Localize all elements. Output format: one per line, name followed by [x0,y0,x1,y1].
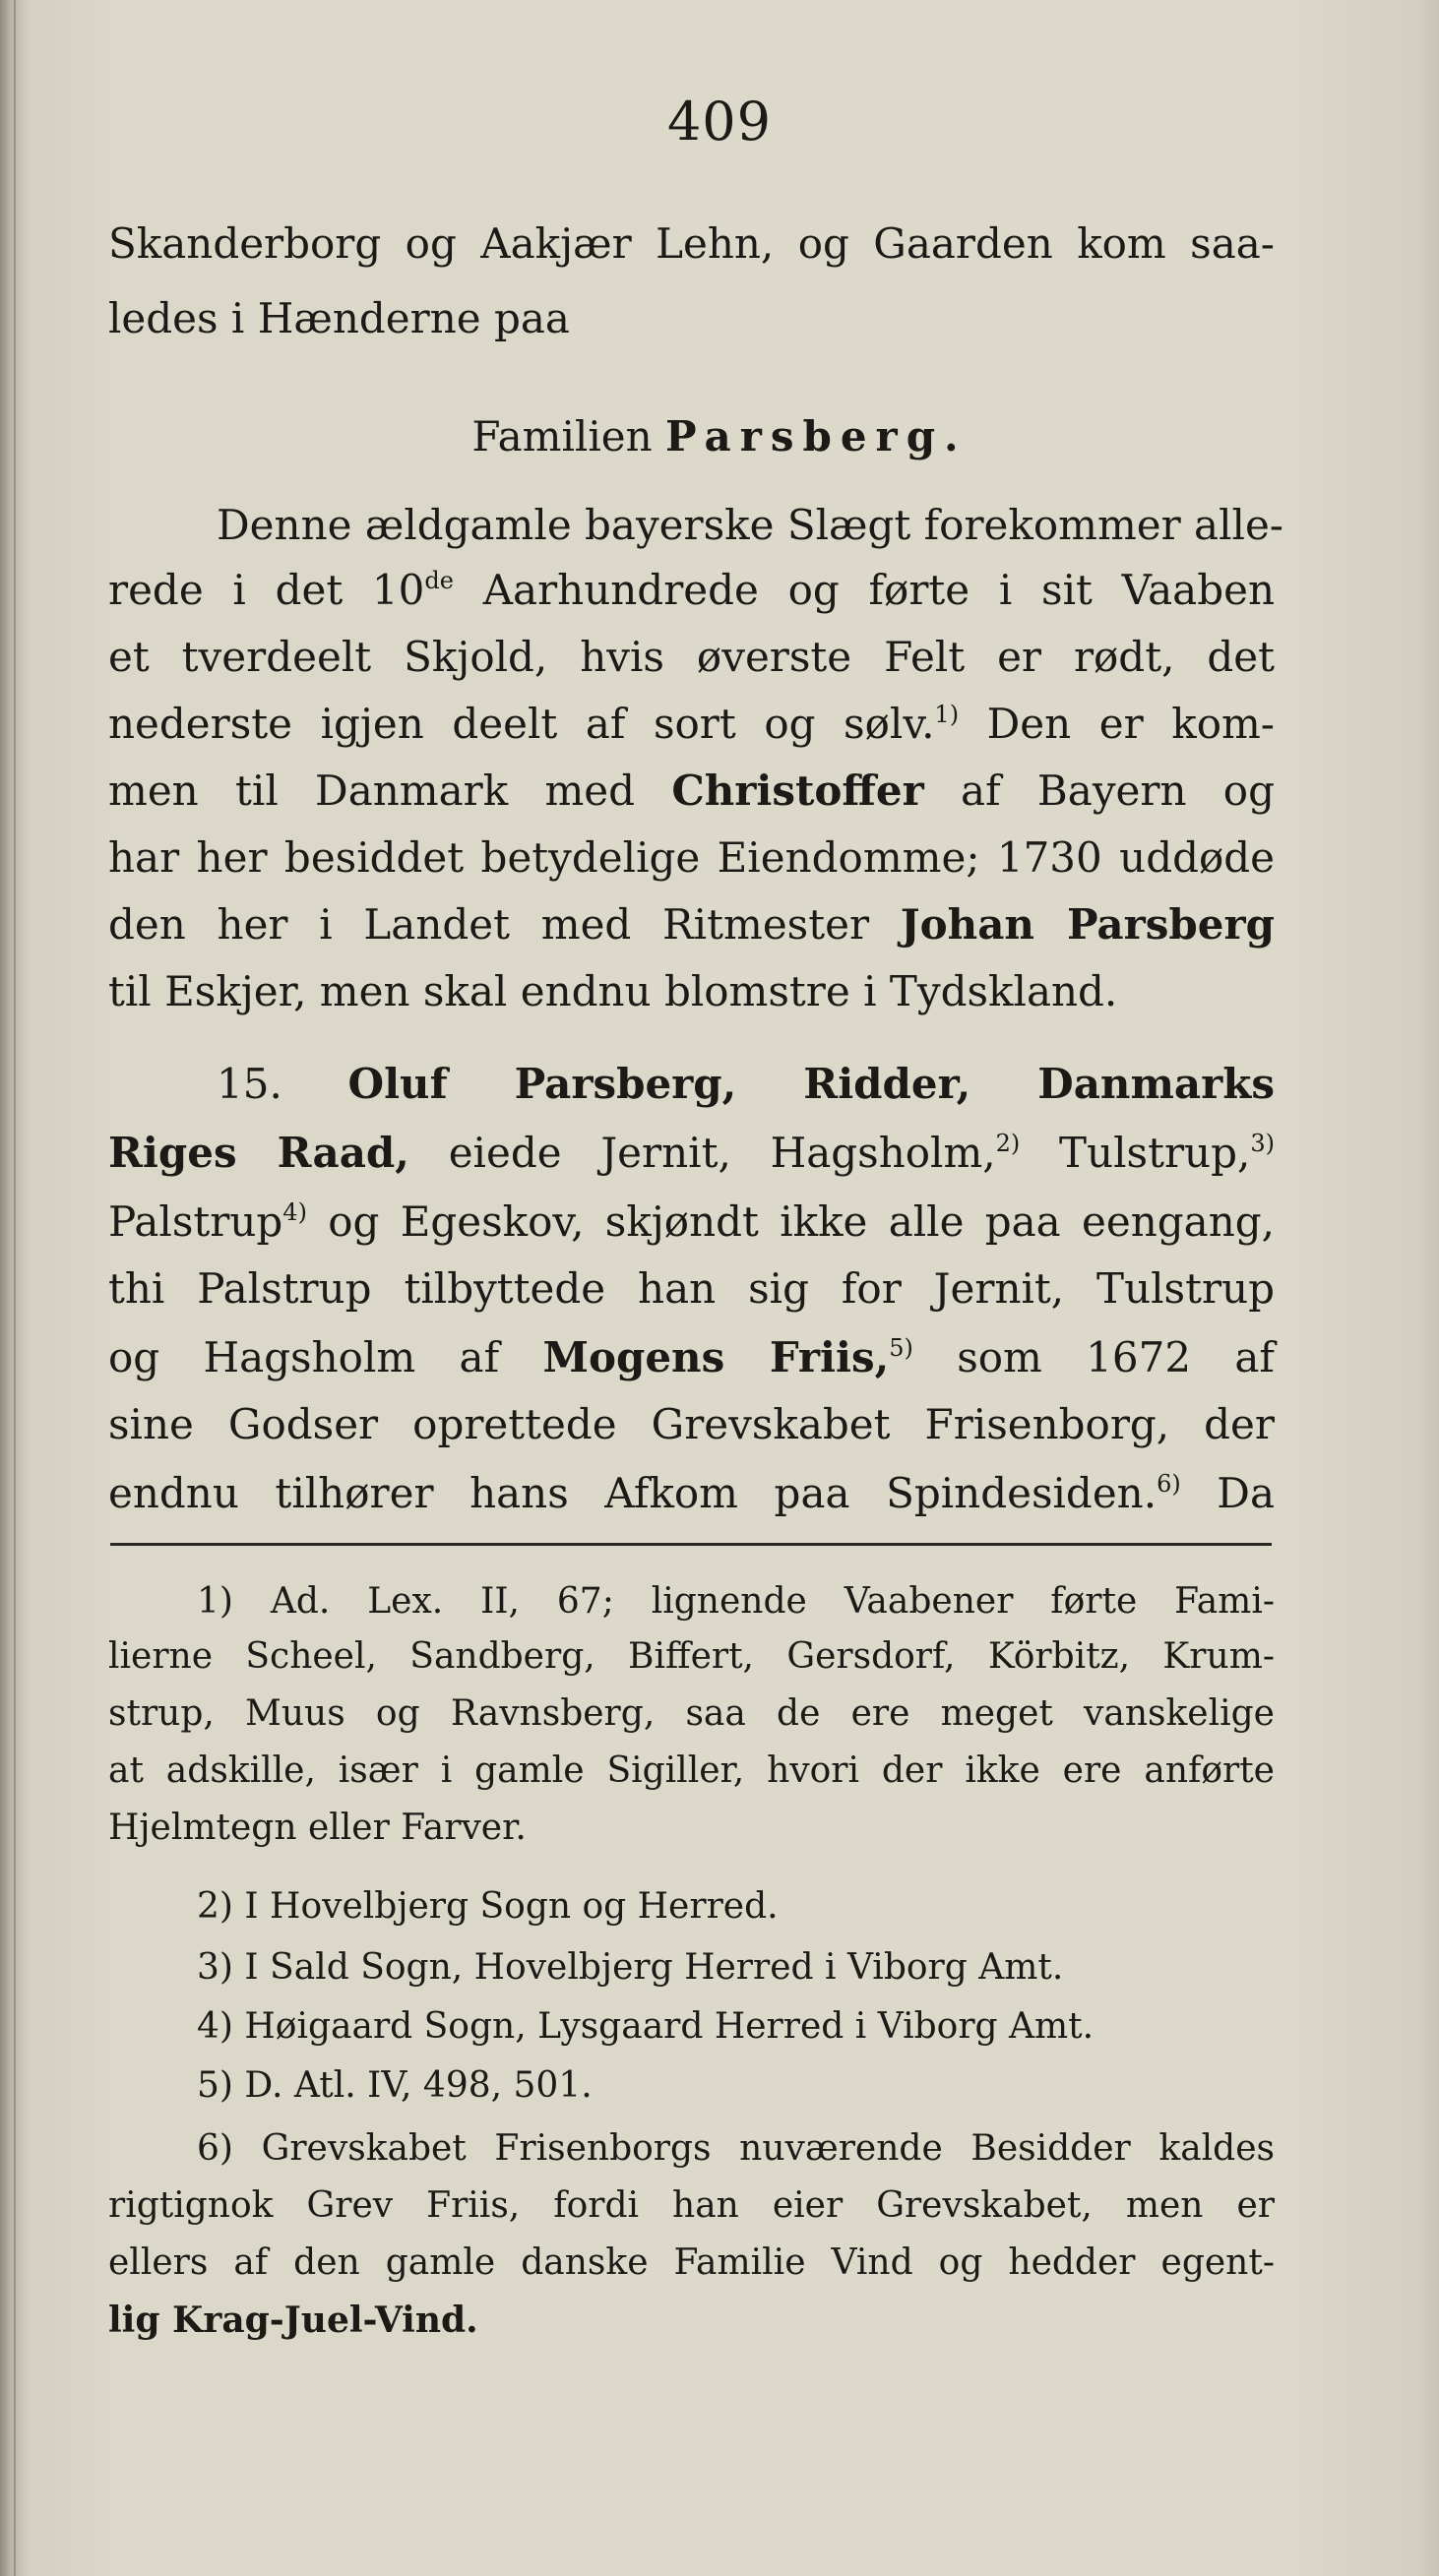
person-name: Mogens Friis, [542,1333,890,1381]
page-gutter [14,0,16,2576]
text-span: nederste igjen deelt af sort og sølv. [108,700,935,748]
footnote-2 [197,1881,1275,1932]
text-line: Denne ældgamle bayerske Slægt forekommer alle- [217,501,1284,549]
text-line: et tverdeelt Skjold, hvis øverste Felt er rødt, det [108,633,1275,681]
footnote-text: I Sald Sogn, Hovelbjerg Herred i Viborg Amt. [232,1947,1064,1988]
text-span: Tulstrup, [1020,1129,1251,1177]
footnote-line: ellers af den gamle danske Familie Vind og hedder egent- [108,2242,1275,2283]
text-span: endnu tilhører hans Afkom paa Spindesiden. [108,1469,1157,1517]
text-span: den her i Landet med Ritmester [108,900,901,949]
footnote-ref: 6) [1157,1470,1181,1498]
footnote-ref: 5) [889,1334,913,1362]
text-span: men til Danmark med [108,767,672,815]
entry-title: Oluf Parsberg, Ridder, Danmarks [347,1060,1275,1108]
text-line [108,1193,1275,1252]
entry-number: 15. [217,1060,348,1108]
footnote-divider [110,1543,1272,1546]
text-line [108,1328,1275,1387]
footnote-number: 6) [197,2128,233,2169]
footnote-ref: 1) [934,701,960,728]
text-span: Palstrup [108,1197,283,1246]
footnote-ref: 3) [1250,1130,1275,1157]
footnote-number: 3) [197,1947,233,1988]
footnote-3 [197,1942,1275,1993]
section-heading [0,407,1439,466]
footnote-text: Grevskabet Frisenborgs nuværende Besidder kaldes [232,2128,1275,2169]
text-span: af Bayern og [923,767,1275,815]
text-line [108,695,1275,754]
text-span: som 1672 af [912,1333,1275,1381]
text-span: Den er kom- [959,700,1275,748]
footnote-5 [197,2060,1275,2112]
text-line: til Eskjer, men skal endnu blomstre i Tydskland. [108,967,1118,1015]
person-name: Johan Parsberg [900,900,1275,949]
footnote-4 [197,2001,1275,2053]
footnote-text: I Hovelbjerg Sogn og Herred. [232,1886,779,1927]
text-span: og Hagsholm af [108,1333,543,1381]
footnote-text: D. Atl. IV, 498, 501. [232,2065,593,2106]
person-name: Christoffer [671,767,924,815]
entry-title: Riges Raad, [108,1129,409,1177]
entry-line [217,1055,1275,1114]
footnote-text: Ad. Lex. II, 67; lignende Vaabener førte Fami- [232,1581,1275,1622]
footnote-line: at adskille, især i gamle Sigiller, hvori der ikke ere anførte [108,1750,1275,1791]
text-span: Da [1180,1469,1275,1517]
text-line [108,561,1275,620]
text-span: eiede Jernit, Hagsholm, [408,1129,996,1177]
text-line [108,895,1275,954]
footnote-line: rigtignok Grev Friis, fordi han eier Grevskabet, men er [108,2185,1275,2226]
text-line [108,762,1275,821]
footnote-number: 1) [197,1581,233,1622]
text-line: sine Godser oprettede Grevskabet Frisenborg, der [108,1400,1275,1448]
footnote-line: strup, Muus og Ravnsberg, saa de ere meget vanskelige [108,1693,1275,1734]
footnote-line: Hjelmtegn eller Farver. [108,1808,527,1848]
footnote-1 [197,1576,1275,1627]
heading-prefix: Familien [471,412,666,460]
heading-name: Parsberg. [665,412,968,460]
footnote-6 [197,2123,1275,2175]
text-line: thi Palstrup tilbyttede han sig for Jernit, Tulstrup [108,1264,1275,1313]
text-line [108,1124,1275,1183]
footnote-number: 4) [197,2006,233,2047]
footnote-number: 2) [197,1886,233,1927]
text-span: og Egeskov, skjøndt ikke alle paa eengang, [306,1197,1275,1246]
text-span: Aarhundrede og førte i sit Vaaben [453,566,1275,614]
page-number: 409 [666,91,773,153]
footnote-number: 5) [197,2065,233,2106]
text-span: rede i det 10 [108,566,425,614]
text-line: har her besiddet betydelige Eiendomme; 1730 uddøde [108,833,1275,882]
footnote-line: lierne Scheel, Sandberg, Biffert, Gersdorf, Körbitz, Krum- [108,1636,1275,1677]
text-line: Skanderborg og Aakjær Lehn, og Gaarden kom saa- [108,219,1275,268]
footnote-ref: 4) [282,1198,307,1226]
superscript: de [424,567,454,594]
text-line [108,1464,1275,1523]
footnote-ref: 2) [995,1130,1021,1157]
footnote-text: Høigaard Sogn, Lysgaard Herred i Viborg Amt. [232,2006,1095,2047]
text-line: ledes i Hænderne paa [108,294,570,342]
footnote-line: lig Krag-Juel-Vind. [108,2300,478,2341]
